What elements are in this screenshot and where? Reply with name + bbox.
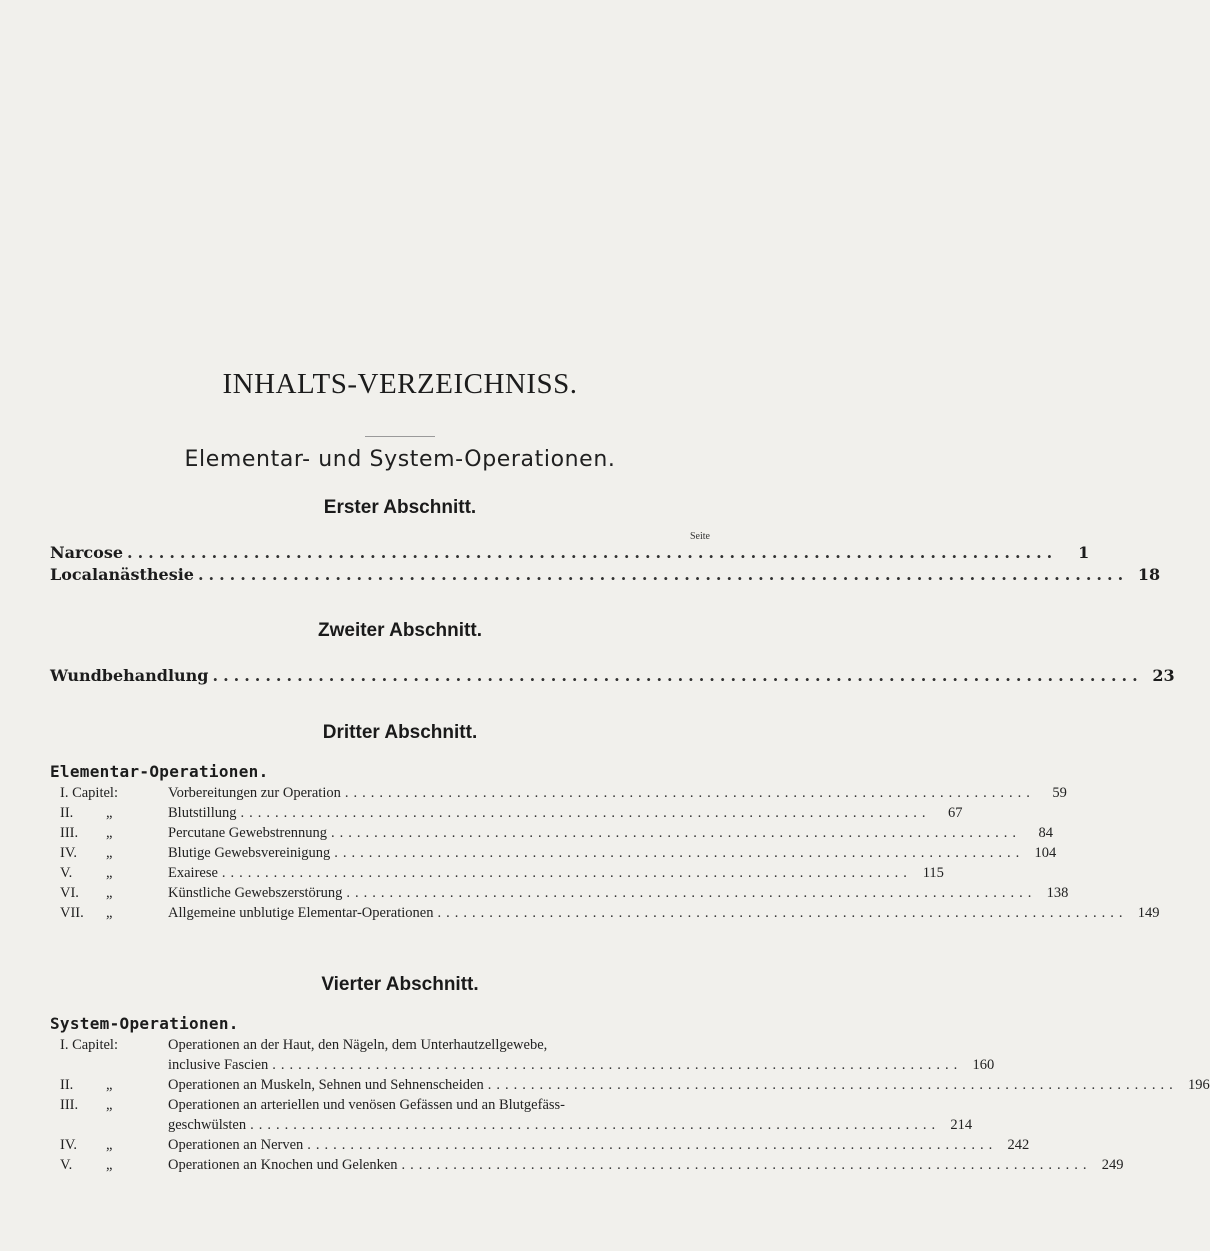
chapter-number: II. „ (60, 805, 113, 821)
chapter-row (50, 1137, 1030, 1157)
title-divider (365, 436, 435, 437)
chapter-number: V. „ (60, 1157, 113, 1173)
chapter-number: V. „ (60, 865, 113, 881)
chapter-row-continued (50, 1057, 995, 1077)
dot-leader: ................................................................................ (250, 1117, 941, 1133)
dot-leader: ................................................................................ (272, 1057, 963, 1073)
chapter-page: 67 (948, 805, 963, 821)
dot-leader: ................................................................................ (307, 1137, 998, 1153)
dot-leader: ................................................................................ (240, 805, 931, 821)
entry-page: 23 (1152, 666, 1175, 685)
chapter-row (50, 1077, 1210, 1097)
chapter-title: Allgemeine unblutige Elementar-Operationen (168, 905, 434, 921)
dot-leader: ................................................................................ (401, 1157, 1092, 1173)
seite-label: Seite (690, 531, 710, 542)
chapter-row (50, 1157, 1124, 1177)
chapter-page: 84 (1038, 825, 1054, 841)
chapter-row (50, 1037, 710, 1057)
chapter-number: I. Capitel: (60, 1037, 118, 1053)
section-heading-4: Vierter Abschnitt. (321, 974, 479, 995)
chapter-title: Percutane Gewebstrennung (168, 825, 328, 841)
dot-leader: ................................................................................ (346, 885, 1037, 901)
chapter-title: Blutige Gewebsvereinigung (168, 845, 331, 861)
chapter-row (50, 905, 1160, 925)
chapter-row (50, 825, 1054, 845)
dot-leader: ........................................................................................ (127, 543, 1058, 562)
chapter-title: Exairese (168, 865, 218, 881)
dot-leader: ........................................................................................ (212, 666, 1143, 685)
toc-entry-wundbehandlung (50, 666, 1175, 686)
toc-entry-narcose (50, 543, 1090, 563)
dot-leader: ................................................................................ (221, 865, 912, 881)
chapter-page: 242 (1007, 1137, 1030, 1153)
dot-leader: ................................................................................ (487, 1077, 1178, 1093)
toc-entry-localanaesthesie (50, 565, 1161, 585)
entry-page: 18 (1137, 565, 1161, 584)
chapter-row (50, 785, 1067, 805)
chapter-row (50, 845, 1057, 865)
chapter-number: I. Capitel: (60, 785, 118, 801)
chapter-title: geschwülsten (168, 1117, 247, 1133)
chapter-title: Künstliche Gewebszerstörung (168, 885, 343, 901)
chapter-title: Operationen an arteriellen und venösen Gefässen und an Blutgefäss- (168, 1097, 566, 1113)
section-heading-3: Dritter Abschnitt. (322, 722, 478, 743)
chapter-page: 214 (950, 1117, 973, 1133)
entry-name: Wundbehandlung (50, 666, 209, 685)
chapter-page: 196 (1187, 1077, 1210, 1093)
chapter-title: Operationen an Nerven (168, 1137, 304, 1153)
chapter-title: Blutstillung (168, 805, 237, 821)
chapter-title: Operationen an der Haut, den Nägeln, dem Unterhautzellgewebe, (168, 1037, 548, 1053)
chapter-number: IV. „ (60, 1137, 113, 1153)
chapter-page: 160 (972, 1057, 995, 1073)
page-title: INHALTS-VERZEICHNISS. (222, 368, 578, 400)
chapter-row (50, 885, 1069, 905)
chapter-page: 115 (922, 865, 944, 881)
entry-page: 1 (1078, 543, 1090, 562)
dot-leader: ................................................................................ (334, 845, 1025, 861)
chapter-page: 138 (1046, 885, 1069, 901)
chapter-row (50, 865, 944, 885)
chapter-page: 149 (1137, 905, 1160, 921)
dot-leader: ................................................................................ (331, 825, 1022, 841)
chapter-title: Operationen an Knochen und Gelenken (168, 1157, 398, 1173)
dot-leader: ................................................................................ (437, 905, 1128, 921)
entry-name: Localanästhesie (50, 565, 194, 584)
chapter-number: II. „ (60, 1077, 113, 1093)
section-heading-2: Zweiter Abschnitt. (318, 620, 482, 641)
chapter-page: 104 (1034, 845, 1057, 861)
chapter-title: inclusive Fascien (168, 1057, 269, 1073)
chapter-row-continued (50, 1117, 973, 1137)
chapter-number: VI. „ (60, 885, 113, 901)
chapter-title: Vorbereitungen zur Operation (168, 785, 341, 801)
entry-name: Narcose (50, 543, 124, 562)
chapter-title: Operationen an Muskeln, Sehnen und Sehnenscheiden (168, 1077, 484, 1093)
page-subtitle: Elementar- und System-Operationen. (184, 447, 616, 472)
dot-leader: ................................................................................ (344, 785, 1035, 801)
chapter-row (50, 1097, 710, 1117)
chapter-number: IV. „ (60, 845, 113, 861)
chapter-page: 249 (1101, 1157, 1124, 1173)
section-heading-1: Erster Abschnitt. (323, 497, 477, 518)
chapter-number: III. „ (60, 825, 113, 841)
dot-leader: ........................................................................................ (197, 565, 1129, 584)
chapter-page: 59 (1052, 785, 1067, 801)
chapter-number: VII. „ (60, 905, 113, 921)
group-heading-elementar: Elementar-Operationen. (50, 762, 269, 781)
chapter-number: III. „ (60, 1097, 113, 1113)
group-heading-system: System-Operationen. (50, 1014, 239, 1033)
chapter-row (50, 805, 963, 825)
